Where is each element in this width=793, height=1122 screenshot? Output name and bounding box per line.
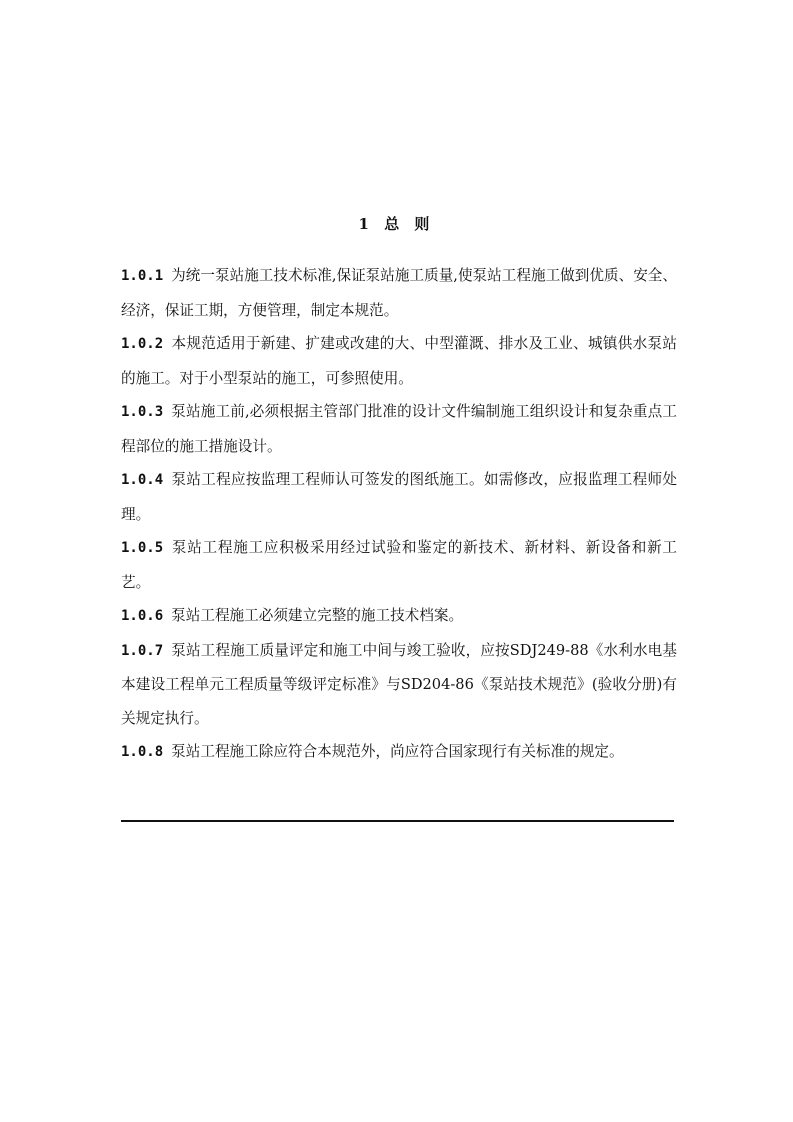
clause-number: 1.0.2: [121, 336, 164, 352]
clause-1-0-3: [121, 395, 677, 463]
clause-1-0-5: [121, 531, 677, 599]
clause-text: 泵站工程施工质量评定和施工中间与竣工验收，应按SDJ249-88《水利水电基本建设工程单元工程质量等级评定标准》与SD204-86《泵站技术规范》(验收分册)有关规定执行。: [121, 641, 677, 727]
clause-number: 1.0.6: [121, 608, 164, 624]
clause-number: 1.0.3: [121, 404, 164, 420]
clause-number: 1.0.8: [121, 744, 164, 760]
clause-text: 泵站工程施工除应符合本规范外，尚应符合国家现行有关标准的规定。: [171, 743, 624, 760]
clause-text: 本规范适用于新建、扩建或改建的大、中型灌溉、排水及工业、城镇供水泵站的施工。对于小型泵站的施工，可参照使用。: [121, 335, 677, 387]
clause-list: [121, 259, 677, 770]
clause-1-0-2: [121, 327, 677, 395]
clause-1-0-6: [121, 599, 677, 634]
clause-number: 1.0.1: [121, 268, 164, 284]
footnote-divider: [121, 820, 674, 822]
clause-number: 1.0.7: [121, 642, 164, 659]
clause-text: 泵站施工前,必须根据主管部门批准的设计文件编制施工组织设计和复杂重点工程部位的施工措施设计。: [121, 403, 677, 455]
clause-1-0-8: [121, 735, 677, 770]
clause-text: 泵站工程应按监理工程师认可签发的图纸施工。如需修改，应报监理工程师处理。: [121, 471, 677, 523]
clause-text: 泵站工程施工应积极采用经过试验和鉴定的新技术、新材料、新设备和新工艺。: [121, 539, 677, 591]
clause-number: 1.0.5: [121, 540, 164, 556]
clause-1-0-1: [121, 259, 677, 327]
clause-1-0-7: [121, 634, 677, 736]
chapter-title: 1 总 则: [358, 215, 435, 233]
clause-number: 1.0.4: [121, 472, 164, 488]
clause-text: 泵站工程施工必须建立完整的施工技术档案。: [171, 607, 464, 624]
clause-text: 为统一泵站施工技术标准,保证泵站施工质量,使泵站工程施工做到优质、安全、经济，保证工期，方便管理，制定本规范。: [121, 267, 677, 319]
clause-1-0-4: [121, 463, 677, 531]
